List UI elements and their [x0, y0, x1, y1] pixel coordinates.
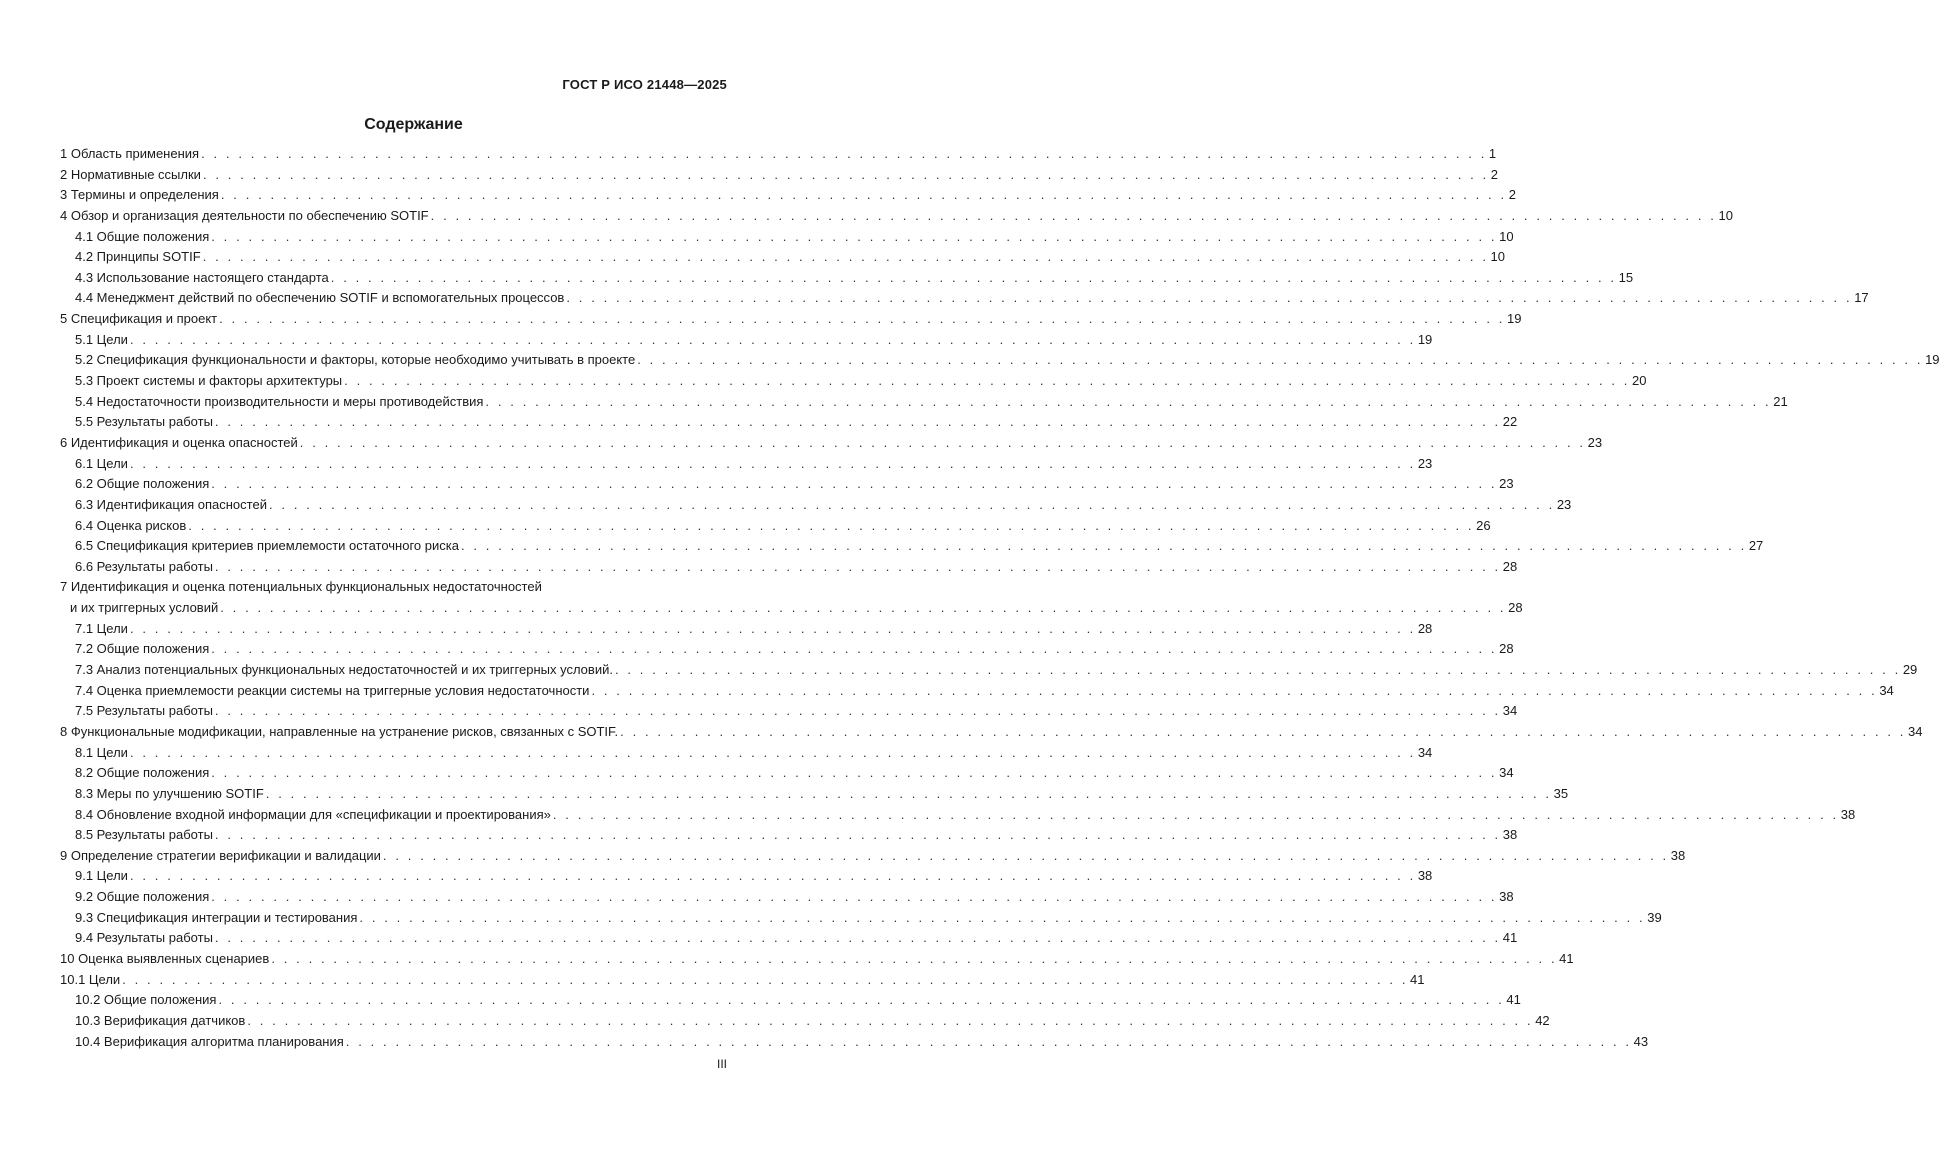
toc-entry[interactable] — [60, 433, 1603, 454]
toc-entry-page: 34 — [1879, 682, 1894, 698]
toc-entry-label: 7 Идентификация и оценка потенциальных функциональных недостаточностей — [60, 579, 542, 595]
toc-entry[interactable] — [60, 206, 1733, 227]
toc-entry-label: и их триггерных условий — [70, 600, 219, 616]
toc-entry[interactable] — [60, 350, 1940, 371]
toc-entry-label: 3 Термины и определения — [60, 187, 219, 203]
toc-entry-page: 19 — [1506, 311, 1522, 327]
toc-entry-label: 4.2 Принципы SOTIF — [75, 249, 201, 265]
toc-entry[interactable] — [60, 557, 1518, 578]
toc-entry-page: 27 — [1748, 538, 1764, 554]
dot-leader: . . . . . . . . . . . . . . . . . . . . . . . . . . . . . . . . . . . . . . . . . . . . . . . . . . . . . . . . . . . . . . . . . . . . . . . . . . . . . . . . . . . . . . . . . . . . . . . . . . . . . . . . — [359, 909, 1646, 925]
toc-entry[interactable] — [60, 743, 1433, 764]
toc-entry-page: 10 — [1499, 228, 1514, 244]
dot-leader: . . . . . . . . . . . . . . . . . . . . . . . . . . . . . . . . . . . . . . . . . . . . . . . . . . . . . . . . . . . . . . . . . . . . . . . . . . . . . . . . . . . . . . . . . . . . . . . . . . . . . . . . — [345, 1033, 1632, 1049]
toc-entry-page: 41 — [1410, 971, 1425, 987]
toc-entry-label: 8.5 Результаты работы — [75, 827, 213, 843]
toc-entry[interactable] — [60, 474, 1514, 495]
toc-entry-page: 20 — [1632, 373, 1647, 389]
toc-entry-page: 38 — [1499, 889, 1514, 905]
toc-entry[interactable] — [60, 619, 1433, 640]
toc-entry-page: 22 — [1502, 414, 1518, 430]
toc-entry-label: 1 Область применения — [60, 146, 200, 161]
toc-entry-label: 6.3 Идентификация опасностей — [75, 496, 267, 512]
dot-leader: . . . . . . . . . . . . . . . . . . . . . . . . . . . . . . . . . . . . . . . . . . . . . . . . . . . . . . . . . . . . . . . . . . . . . . . . . . . . . . . . . . . . . . . . . . . . . . . . . . . . . . . . — [129, 620, 1416, 636]
toc-entry[interactable] — [60, 454, 1433, 475]
toc-entry-label: 7.3 Анализ потенциальных функциональных недостаточностей и их триггерных условий. — [75, 662, 613, 678]
toc-entry-page: 2 — [1508, 187, 1516, 203]
toc-entry-page: 10 — [1718, 207, 1733, 223]
toc-entry-label: 8.1 Цели — [75, 744, 128, 760]
dot-leader: . . . . . . . . . . . . . . . . . . . . . . . . . . . . . . . . . . . . . . . . . . . . . . . . . . . . . . . . . . . . . . . . . . . . . . . . . . . . . . . . . . . . . . . . . . . . . . . . . . . . . . . . — [214, 558, 1501, 574]
toc-entry-label: 5.5 Результаты работы — [75, 414, 213, 430]
page-number: III — [716, 1057, 727, 1071]
dot-leader: . . . . . . . . . . . . . . . . . . . . . . . . . . . . . . . . . . . . . . . . . . . . . . . . . . . . . . . . . . . . . . . . . . . . . . . . . . . . . . . . . . . . . . . . . . . . . . . . . . . . . . . . — [129, 868, 1416, 884]
toc-entry-label: 5.2 Спецификация функциональности и факторы, которые необходимо учитывать в проекте — [75, 352, 636, 368]
dot-leader: . . . . . . . . . . . . . . . . . . . . . . . . . . . . . . . . . . . . . . . . . . . . . . . . . . . . . . . . . . . . . . . . . . . . . . . . . . . . . . . . . . . . . . . . . . . . . . . . . . . . . . . . — [202, 249, 1489, 265]
toc-entry-page: 17 — [1854, 290, 1869, 306]
toc-entry[interactable] — [60, 660, 1918, 681]
toc-entry[interactable] — [60, 928, 1518, 949]
toc-entry-page: 23 — [1417, 455, 1433, 471]
toc-entry[interactable] — [60, 970, 1425, 991]
toc-entry-page: 34 — [1502, 703, 1518, 719]
toc-entry[interactable] — [60, 144, 1497, 165]
toc-entry-label: 5 Спецификация и проект — [60, 311, 218, 327]
toc-entry[interactable] — [60, 185, 1516, 206]
toc-entry[interactable] — [60, 784, 1569, 805]
toc-entry[interactable] — [60, 165, 1499, 186]
toc-entry[interactable] — [60, 1032, 1649, 1053]
toc-entry-page: 1 — [1488, 146, 1497, 161]
toc-title: Содержание — [364, 116, 463, 133]
toc-entry-label: 10.4 Верификация алгоритма планирования — [75, 1033, 344, 1049]
dot-leader: . . . . . . . . . . . . . . . . . . . . . . . . . . . . . . . . . . . . . . . . . . . . . . . . . . . . . . . . . . . . . . . . . . . . . . . . . . . . . . . . . . . . . . . . . . . . . . . . . . . . . . . . — [247, 1012, 1534, 1028]
toc-entry-label: 4.4 Менеджмент действий по обеспечению SOTIF и вспомогательных процессов — [75, 290, 565, 306]
toc-entry-label: 5.1 Цели — [75, 331, 128, 347]
toc-entry-page: 26 — [1476, 517, 1491, 533]
toc-entry-page: 28 — [1502, 558, 1518, 574]
dot-leader: . . . . . . . . . . . . . . . . . . . . . . . . . . . . . . . . . . . . . . . . . . . . . . . . . . . . . . . . . . . . . . . . . . . . . . . . . . . . . . . . . . . . . . . . . . . . . . . . . . . . . . . . — [218, 992, 1505, 1008]
dot-leader: . . . . . . . . . . . . . . . . . . . . . . . . . . . . . . . . . . . . . . . . . . . . . . . . . . . . . . . . . . . . . . . . . . . . . . . . . . . . . . . . . . . . . . . . . . . . . . . . . . . . . . . . — [299, 434, 1586, 450]
toc-entry-label: 9.4 Результаты работы — [75, 930, 213, 946]
dot-leader: . . . . . . . . . . . . . . . . . . . . . . . . . . . . . . . . . . . . . . . . . . . . . . . . . . . . . . . . . . . . . . . . . . . . . . . . . . . . . . . . . . . . . . . . . . . . . . . . . . . . . . . . — [271, 951, 1558, 966]
dot-leader: . . . . . . . . . . . . . . . . . . . . . . . . . . . . . . . . . . . . . . . . . . . . . . . . . . . . . . . . . . . . . . . . . . . . . . . . . . . . . . . . . . . . . . . . . . . . . . . . . . . . . . . . — [214, 930, 1501, 946]
toc-entry[interactable] — [60, 227, 1514, 248]
toc-entry-page: 35 — [1553, 785, 1569, 801]
toc-entry-label: 7.2 Общие положения — [75, 641, 210, 657]
toc-entry-label: 6.6 Результаты работы — [75, 558, 213, 574]
toc-entry-label: 8.2 Общие положения — [75, 765, 210, 781]
toc-entry-label: 9.1 Цели — [75, 868, 128, 884]
dot-leader: . . . . . . . . . . . . . . . . . . . . . . . . . . . . . . . . . . . . . . . . . . . . . . . . . . . . . . . . . . . . . . . . . . . . . . . . . . . . . . . . . . . . . . . . . . . . . . . . . . . . . . . . — [202, 166, 1489, 182]
toc-entry-label: 6.1 Цели — [75, 455, 128, 471]
dot-leader: . . . . . . . . . . . . . . . . . . . . . . . . . . . . . . . . . . . . . . . . . . . . . . . . . . . . . . . . . . . . . . . . . . . . . . . . . . . . . . . . . . . . . . . . . . . . . . . . . . . . . . . . — [220, 600, 1507, 616]
toc-entry-page: 19 — [1417, 331, 1433, 347]
dot-leader: . . . . . . . . . . . . . . . . . . . . . . . . . . . . . . . . . . . . . . . . . . . . . . . . . . . . . . . . . . . . . . . . . . . . . . . . . . . . . . . . . . . . . . . . . . . . . . . . . . . . . . . . — [637, 352, 1924, 368]
toc-entry-label: 10.3 Верификация датчиков — [75, 1012, 246, 1028]
toc-entry-page: 28 — [1499, 641, 1514, 657]
dot-leader: . . . . . . . . . . . . . . . . . . . . . . . . . . . . . . . . . . . . . . . . . . . . . . . . . . . . . . . . . . . . . . . . . . . . . . . . . . . . . . . . . . . . . . . . . . . . . . . . . . . . . . . . — [214, 703, 1501, 719]
dot-leader: . . . . . . . . . . . . . . . . . . . . . . . . . . . . . . . . . . . . . . . . . . . . . . . . . . . . . . . . . . . . . . . . . . . . . . . . . . . . . . . . . . . . . . . . . . . . . . . . . . . . . . . . — [485, 393, 1772, 409]
toc-entry-page: 2 — [1490, 166, 1499, 182]
toc-entry-label: 7.5 Результаты работы — [75, 703, 213, 719]
dot-leader: . . . . . . . . . . . . . . . . . . . . . . . . . . . . . . . . . . . . . . . . . . . . . . . . . . . . . . . . . . . . . . . . . . . . . . . . . . . . . . . . . . . . . . . . . . . . . . . . . . . . . . . . — [552, 806, 1839, 822]
toc-entry[interactable] — [60, 805, 1856, 826]
dot-leader: . . . . . . . . . . . . . . . . . . . . . . . . . . . . . . . . . . . . . . . . . . . . . . . . . . . . . . . . . . . . . . . . . . . . . . . . . . . . . . . . . . . . . . . . . . . . . . . . . . . . . . . . — [188, 517, 1475, 533]
toc-entry[interactable] — [60, 268, 1634, 289]
toc-entry-page: 41 — [1506, 992, 1521, 1008]
dot-leader: . . . . . . . . . . . . . . . . . . . . . . . . . . . . . . . . . . . . . . . . . . . . . . . . . . . . . . . . . . . . . . . . . . . . . . . . . . . . . . . . . . . . . . . . . . . . . . . . . . . . . . . . — [211, 228, 1498, 244]
toc-entry-page: 15 — [1618, 269, 1634, 285]
dot-leader: . . . . . . . . . . . . . . . . . . . . . . . . . . . . . . . . . . . . . . . . . . . . . . . . . . . . . . . . . . . . . . . . . . . . . . . . . . . . . . . . . . . . . . . . . . . . . . . . . . . . . . . . — [201, 146, 1487, 161]
dot-leader: . . . . . . . . . . . . . . . . . . . . . . . . . . . . . . . . . . . . . . . . . . . . . . . . . . . . . . . . . . . . . . . . . . . . . . . . . . . . . . . . . . . . . . . . . . . . . . . . . . . . . . . . — [211, 765, 1498, 781]
toc-entry-label: 4 Обзор и организация деятельности по обеспечению SOTIF — [60, 207, 429, 223]
dot-leader: . . . . . . . . . . . . . . . . . . . . . . . . . . . . . . . . . . . . . . . . . . . . . . . . . . . . . . . . . . . . . . . . . . . . . . . . . . . . . . . . . . . . . . . . . . . . . . . . . . . . . . . . — [614, 662, 1901, 678]
toc-entry[interactable] — [60, 887, 1514, 908]
toc-entry-page: 38 — [1502, 827, 1518, 843]
toc-entry-label: 8.4 Обновление входной информации для «спецификации и проектирования» — [75, 806, 551, 822]
toc-entry-label: 2 Нормативные ссылки — [60, 166, 201, 182]
dot-leader: . . . . . . . . . . . . . . . . . . . . . . . . . . . . . . . . . . . . . . . . . . . . . . . . . . . . . . . . . . . . . . . . . . . . . . . . . . . . . . . . . . . . . . . . . . . . . . . . . . . . . . . . — [430, 207, 1717, 223]
toc-entry[interactable] — [60, 371, 1647, 392]
toc-entry-page: 34 — [1499, 765, 1514, 781]
toc-entry-page: 23 — [1587, 434, 1603, 450]
dot-leader: . . . . . . . . . . . . . . . . . . . . . . . . . . . . . . . . . . . . . . . . . . . . . . . . . . . . . . . . . . . . . . . . . . . . . . . . . . . . . . . . . . . . . . . . . . . . . . . . . . . . . . . . — [122, 971, 1409, 987]
dot-leader: . . . . . . . . . . . . . . . . . . . . . . . . . . . . . . . . . . . . . . . . . . . . . . . . . . . . . . . . . . . . . . . . . . . . . . . . . . . . . . . . . . . . . . . . . . . . . . . . . . . . . . . . — [620, 723, 1907, 739]
toc-entry[interactable] — [60, 536, 1764, 557]
toc-entry-label: 9.3 Спецификация интеграции и тестирования — [75, 909, 358, 925]
toc-entry-page: 42 — [1535, 1012, 1550, 1028]
toc-entry-label: 9.2 Общие положения — [75, 889, 210, 905]
table-of-contents — [60, 144, 1940, 1052]
toc-entry[interactable] — [60, 866, 1433, 887]
toc-entry-page: 38 — [1417, 868, 1433, 884]
toc-entry[interactable] — [60, 908, 1662, 929]
dot-leader: . . . . . . . . . . . . . . . . . . . . . . . . . . . . . . . . . . . . . . . . . . . . . . . . . . . . . . . . . . . . . . . . . . . . . . . . . . . . . . . . . . . . . . . . . . . . . . . . . . . . . . . . — [330, 269, 1617, 285]
toc-entry[interactable] — [60, 825, 1518, 846]
toc-entry-page: 28 — [1508, 600, 1523, 616]
dot-leader: . . . . . . . . . . . . . . . . . . . . . . . . . . . . . . . . . . . . . . . . . . . . . . . . . . . . . . . . . . . . . . . . . . . . . . . . . . . . . . . . . . . . . . . . . . . . . . . . . . . . . . . . — [211, 889, 1498, 905]
toc-entry[interactable] — [60, 846, 1686, 867]
dot-leader: . . . . . . . . . . . . . . . . . . . . . . . . . . . . . . . . . . . . . . . . . . . . . . . . . . . . . . . . . . . . . . . . . . . . . . . . . . . . . . . . . . . . . . . . . . . . . . . . . . . . . . . . — [211, 476, 1498, 492]
toc-entry-label: 6.5 Спецификация критериев приемлемости остаточного риска — [75, 538, 459, 554]
toc-entry-label: 9 Определение стратегии верификации и валидации — [60, 847, 381, 863]
toc-entry[interactable] — [60, 639, 1514, 660]
toc-entry[interactable] — [60, 412, 1518, 433]
toc-entry-page: 43 — [1633, 1033, 1649, 1049]
toc-entry-label: 10.2 Общие положения — [75, 992, 217, 1008]
dot-leader: . . . . . . . . . . . . . . . . . . . . . . . . . . . . . . . . . . . . . . . . . . . . . . . . . . . . . . . . . . . . . . . . . . . . . . . . . . . . . . . . . . . . . . . . . . . . . . . . . . . . . . . . — [460, 538, 1747, 554]
toc-entry[interactable] — [60, 495, 1572, 516]
dot-leader: . . . . . . . . . . . . . . . . . . . . . . . . . . . . . . . . . . . . . . . . . . . . . . . . . . . . . . . . . . . . . . . . . . . . . . . . . . . . . . . . . . . . . . . . . . . . . . . . . . . . . . . . — [129, 744, 1416, 760]
toc-entry[interactable] — [60, 392, 1788, 413]
toc-entry-page: 23 — [1556, 496, 1572, 512]
toc-entry-page: 34 — [1417, 744, 1433, 760]
dot-leader: . . . . . . . . . . . . . . . . . . . . . . . . . . . . . . . . . . . . . . . . . . . . . . . . . . . . . . . . . . . . . . . . . . . . . . . . . . . . . . . . . . . . . . . . . . . . . . . . . . . . . . . . — [214, 827, 1501, 843]
dot-leader: . . . . . . . . . . . . . . . . . . . . . . . . . . . . . . . . . . . . . . . . . . . . . . . . . . . . . . . . . . . . . . . . . . . . . . . . . . . . . . . . . . . . . . . . . . . . . . . . . . . . . . . . — [214, 414, 1501, 430]
toc-entry-label: 7.4 Оценка приемлемости реакции системы на триггерные условия недостаточности — [75, 682, 590, 698]
toc-entry-page: 38 — [1670, 847, 1686, 863]
toc-entry[interactable] — [60, 722, 1923, 743]
dot-leader: . . . . . . . . . . . . . . . . . . . . . . . . . . . . . . . . . . . . . . . . . . . . . . . . . . . . . . . . . . . . . . . . . . . . . . . . . . . . . . . . . . . . . . . . . . . . . . . . . . . . . . . . — [566, 290, 1853, 306]
toc-entry-page: 39 — [1647, 909, 1662, 925]
toc-entry-label: 10 Оценка выявленных сценариев — [60, 951, 270, 966]
dot-leader: . . . . . . . . . . . . . . . . . . . . . . . . . . . . . . . . . . . . . . . . . . . . . . . . . . . . . . . . . . . . . . . . . . . . . . . . . . . . . . . . . . . . . . . . . . . . . . . . . . . . . . . . — [129, 455, 1416, 471]
toc-entry-page: 41 — [1502, 930, 1518, 946]
toc-entry-label: 4.3 Использование настоящего стандарта — [75, 269, 329, 285]
toc-entry-page: 19 — [1925, 352, 1940, 368]
toc-entry[interactable] — [60, 516, 1491, 537]
toc-entry-label: 5.3 Проект системы и факторы архитектуры — [75, 373, 343, 389]
dot-leader: . . . . . . . . . . . . . . . . . . . . . . . . . . . . . . . . . . . . . . . . . . . . . . . . . . . . . . . . . . . . . . . . . . . . . . . . . . . . . . . . . . . . . . . . . . . . . . . . . . . . . . . . — [265, 785, 1552, 801]
dot-leader: . . . . . . . . . . . . . . . . . . . . . . . . . . . . . . . . . . . . . . . . . . . . . . . . . . . . . . . . . . . . . . . . . . . . . . . . . . . . . . . . . . . . . . . . . . . . . . . . . . . . . . . . — [211, 641, 1498, 657]
toc-entry[interactable] — [60, 288, 1869, 309]
toc-entry-label: 6.4 Оценка рисков — [75, 517, 187, 533]
toc-entry-label: 4.1 Общие положения — [75, 228, 210, 244]
toc-entry[interactable] — [60, 309, 1522, 330]
toc-entry[interactable] — [60, 990, 1521, 1011]
toc-entry[interactable] — [60, 681, 1894, 702]
toc-entry-label: 5.4 Недостаточности производительности и меры противодействия — [75, 393, 484, 409]
toc-entry[interactable] — [60, 701, 1518, 722]
document-header-code: ГОСТ Р ИСО 21448—2025 — [562, 77, 727, 92]
toc-entry[interactable] — [60, 1011, 1550, 1032]
toc-entry-page: 23 — [1499, 476, 1514, 492]
toc-entry-page: 10 — [1490, 249, 1506, 265]
toc-entry-label: 7.1 Цели — [75, 620, 128, 636]
toc-entry[interactable] — [60, 763, 1514, 784]
toc-entry-label: 8.3 Меры по улучшению SOTIF — [75, 785, 264, 801]
toc-entry[interactable] — [60, 247, 1506, 268]
dot-leader: . . . . . . . . . . . . . . . . . . . . . . . . . . . . . . . . . . . . . . . . . . . . . . . . . . . . . . . . . . . . . . . . . . . . . . . . . . . . . . . . . . . . . . . . . . . . . . . . . . . . . . . . — [382, 847, 1669, 863]
toc-entry[interactable] — [60, 330, 1433, 351]
toc-entry-label: 10.1 Цели — [60, 971, 121, 987]
toc-entry[interactable] — [60, 577, 1523, 618]
toc-entry-page: 28 — [1417, 620, 1433, 636]
dot-leader: . . . . . . . . . . . . . . . . . . . . . . . . . . . . . . . . . . . . . . . . . . . . . . . . . . . . . . . . . . . . . . . . . . . . . . . . . . . . . . . . . . . . . . . . . . . . . . . . . . . . . . . . — [219, 311, 1505, 327]
toc-entry-page: 34 — [1908, 723, 1923, 739]
toc-entry-label: 6 Идентификация и оценка опасностей — [60, 434, 298, 450]
toc-entry-page: 29 — [1902, 662, 1918, 678]
dot-leader: . . . . . . . . . . . . . . . . . . . . . . . . . . . . . . . . . . . . . . . . . . . . . . . . . . . . . . . . . . . . . . . . . . . . . . . . . . . . . . . . . . . . . . . . . . . . . . . . . . . . . . . . — [344, 373, 1631, 389]
toc-entry-label: 8 Функциональные модификации, направленные на устранение рисков, связанных с SOTIF. — [60, 723, 619, 739]
dot-leader: . . . . . . . . . . . . . . . . . . . . . . . . . . . . . . . . . . . . . . . . . . . . . . . . . . . . . . . . . . . . . . . . . . . . . . . . . . . . . . . . . . . . . . . . . . . . . . . . . . . . . . . . — [591, 682, 1878, 698]
dot-leader: . . . . . . . . . . . . . . . . . . . . . . . . . . . . . . . . . . . . . . . . . . . . . . . . . . . . . . . . . . . . . . . . . . . . . . . . . . . . . . . . . . . . . . . . . . . . . . . . . . . . . . . . — [268, 496, 1555, 512]
dot-leader: . . . . . . . . . . . . . . . . . . . . . . . . . . . . . . . . . . . . . . . . . . . . . . . . . . . . . . . . . . . . . . . . . . . . . . . . . . . . . . . . . . . . . . . . . . . . . . . . . . . . . . . . — [220, 187, 1507, 203]
toc-entry[interactable] — [60, 949, 1574, 970]
toc-entry-page: 41 — [1559, 951, 1574, 966]
toc-entry-label: 6.2 Общие положения — [75, 476, 210, 492]
toc-entry-page: 38 — [1840, 806, 1856, 822]
toc-entry-page: 21 — [1773, 393, 1788, 409]
dot-leader: . . . . . . . . . . . . . . . . . . . . . . . . . . . . . . . . . . . . . . . . . . . . . . . . . . . . . . . . . . . . . . . . . . . . . . . . . . . . . . . . . . . . . . . . . . . . . . . . . . . . . . . . — [129, 331, 1416, 347]
